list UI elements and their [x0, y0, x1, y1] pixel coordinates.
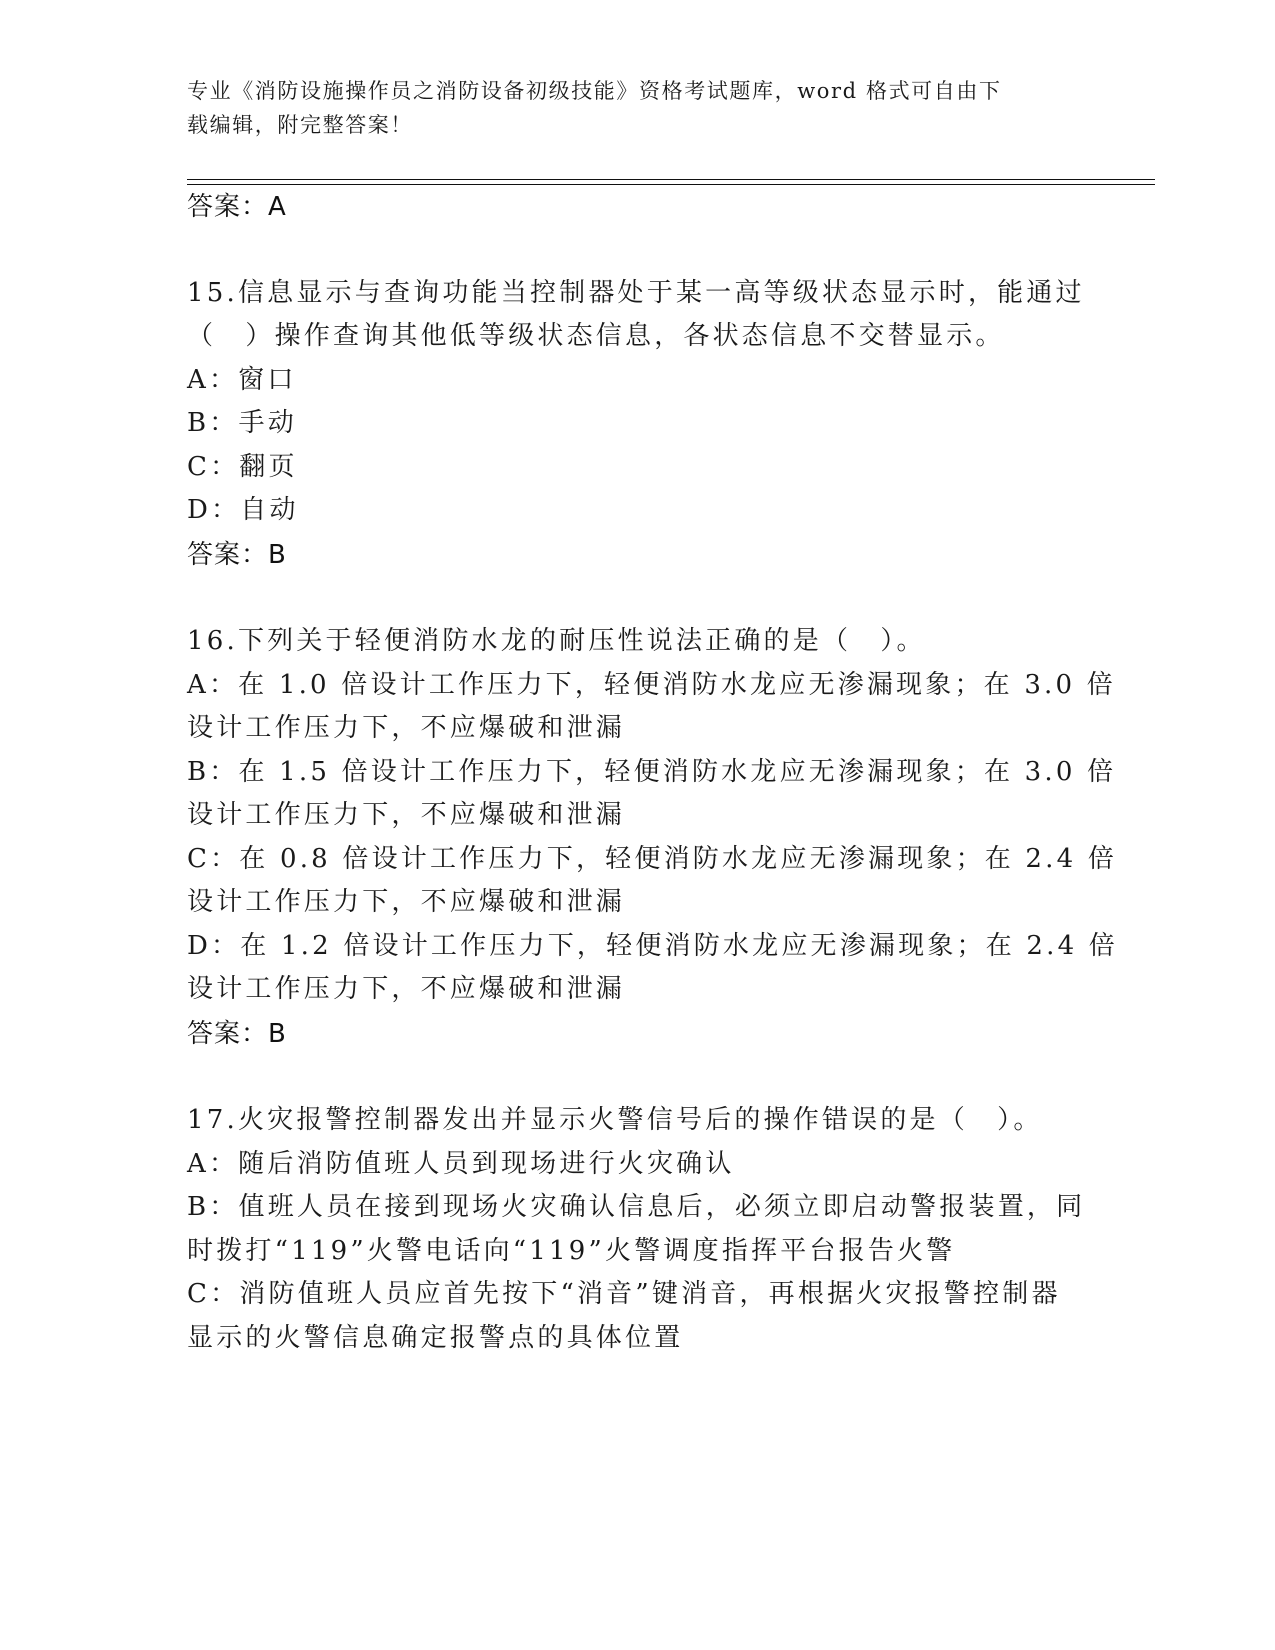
question-17-option-a: A：随后消防值班人员到现场进行火灾确认 — [187, 1149, 735, 1179]
question-16-option-a-line-2: 设计工作压力下，不应爆破和泄漏 — [187, 713, 626, 743]
question-16-stem: 16.下列关于轻便消防水龙的耐压性说法正确的是（ ）。 — [187, 626, 926, 656]
document-page — [187, 0, 1119, 1650]
answer-q15: 答案：B — [187, 540, 287, 570]
answer-q14: 答案：A — [187, 192, 287, 222]
question-15-option-a: A：窗口 — [187, 365, 297, 395]
header-line-1: 专业《消防设施操作员之消防设备初级技能》资格考试题库，word 格式可自由下 — [187, 79, 1002, 103]
question-17-option-b-line-1: B：值班人员在接到现场火灾确认信息后，必须立即启动警报装置，同 — [187, 1192, 1086, 1222]
question-16-option-c-line-2: 设计工作压力下，不应爆破和泄漏 — [187, 887, 626, 917]
question-17-option-c-line-1: C：消防值班人员应首先按下“消音”键消音，再根据火灾报警控制器 — [187, 1279, 1061, 1309]
question-17-option-c-line-2: 显示的火警信息确定报警点的具体位置 — [187, 1323, 684, 1353]
header-divider-top — [187, 179, 1155, 180]
question-15-option-c: C：翻页 — [187, 452, 298, 482]
answer-q16: 答案：B — [187, 1019, 287, 1049]
document-header — [187, 74, 1067, 142]
question-16-option-d-line-1: D：在 1.2 倍设计工作压力下，轻便消防水龙应无渗漏现象；在 2.4 倍 — [187, 931, 1119, 961]
question-16-option-b-line-2: 设计工作压力下，不应爆破和泄漏 — [187, 800, 626, 830]
question-17-option-b-line-2: 时拨打“119”火警电话向“119”火警调度指挥平台报告火警 — [187, 1236, 956, 1266]
header-line-2: 载编辑，附完整答案！ — [187, 113, 413, 137]
question-15-option-b: B：手动 — [187, 408, 297, 438]
question-15-stem-line-1: 15.信息显示与查询功能当控制器处于某一高等级状态显示时，能通过 — [187, 278, 1085, 308]
question-16-option-a-line-1: A：在 1.0 倍设计工作压力下，轻便消防水龙应无渗漏现象；在 3.0 倍 — [187, 670, 1116, 700]
question-17-stem: 17.火灾报警控制器发出并显示火警信号后的操作错误的是（ ）。 — [187, 1105, 1043, 1135]
question-15-stem-line-2: （ ）操作查询其他低等级状态信息，各状态信息不交替显示。 — [187, 321, 1005, 351]
question-16-option-c-line-1: C：在 0.8 倍设计工作压力下，轻便消防水龙应无渗漏现象；在 2.4 倍 — [187, 844, 1118, 874]
question-16-option-b-line-1: B：在 1.5 倍设计工作压力下，轻便消防水龙应无渗漏现象；在 3.0 倍 — [187, 757, 1117, 787]
question-15-option-d: D：自动 — [187, 495, 299, 525]
header-divider-bottom — [187, 184, 1155, 185]
question-16-option-d-line-2: 设计工作压力下，不应爆破和泄漏 — [187, 974, 626, 1004]
